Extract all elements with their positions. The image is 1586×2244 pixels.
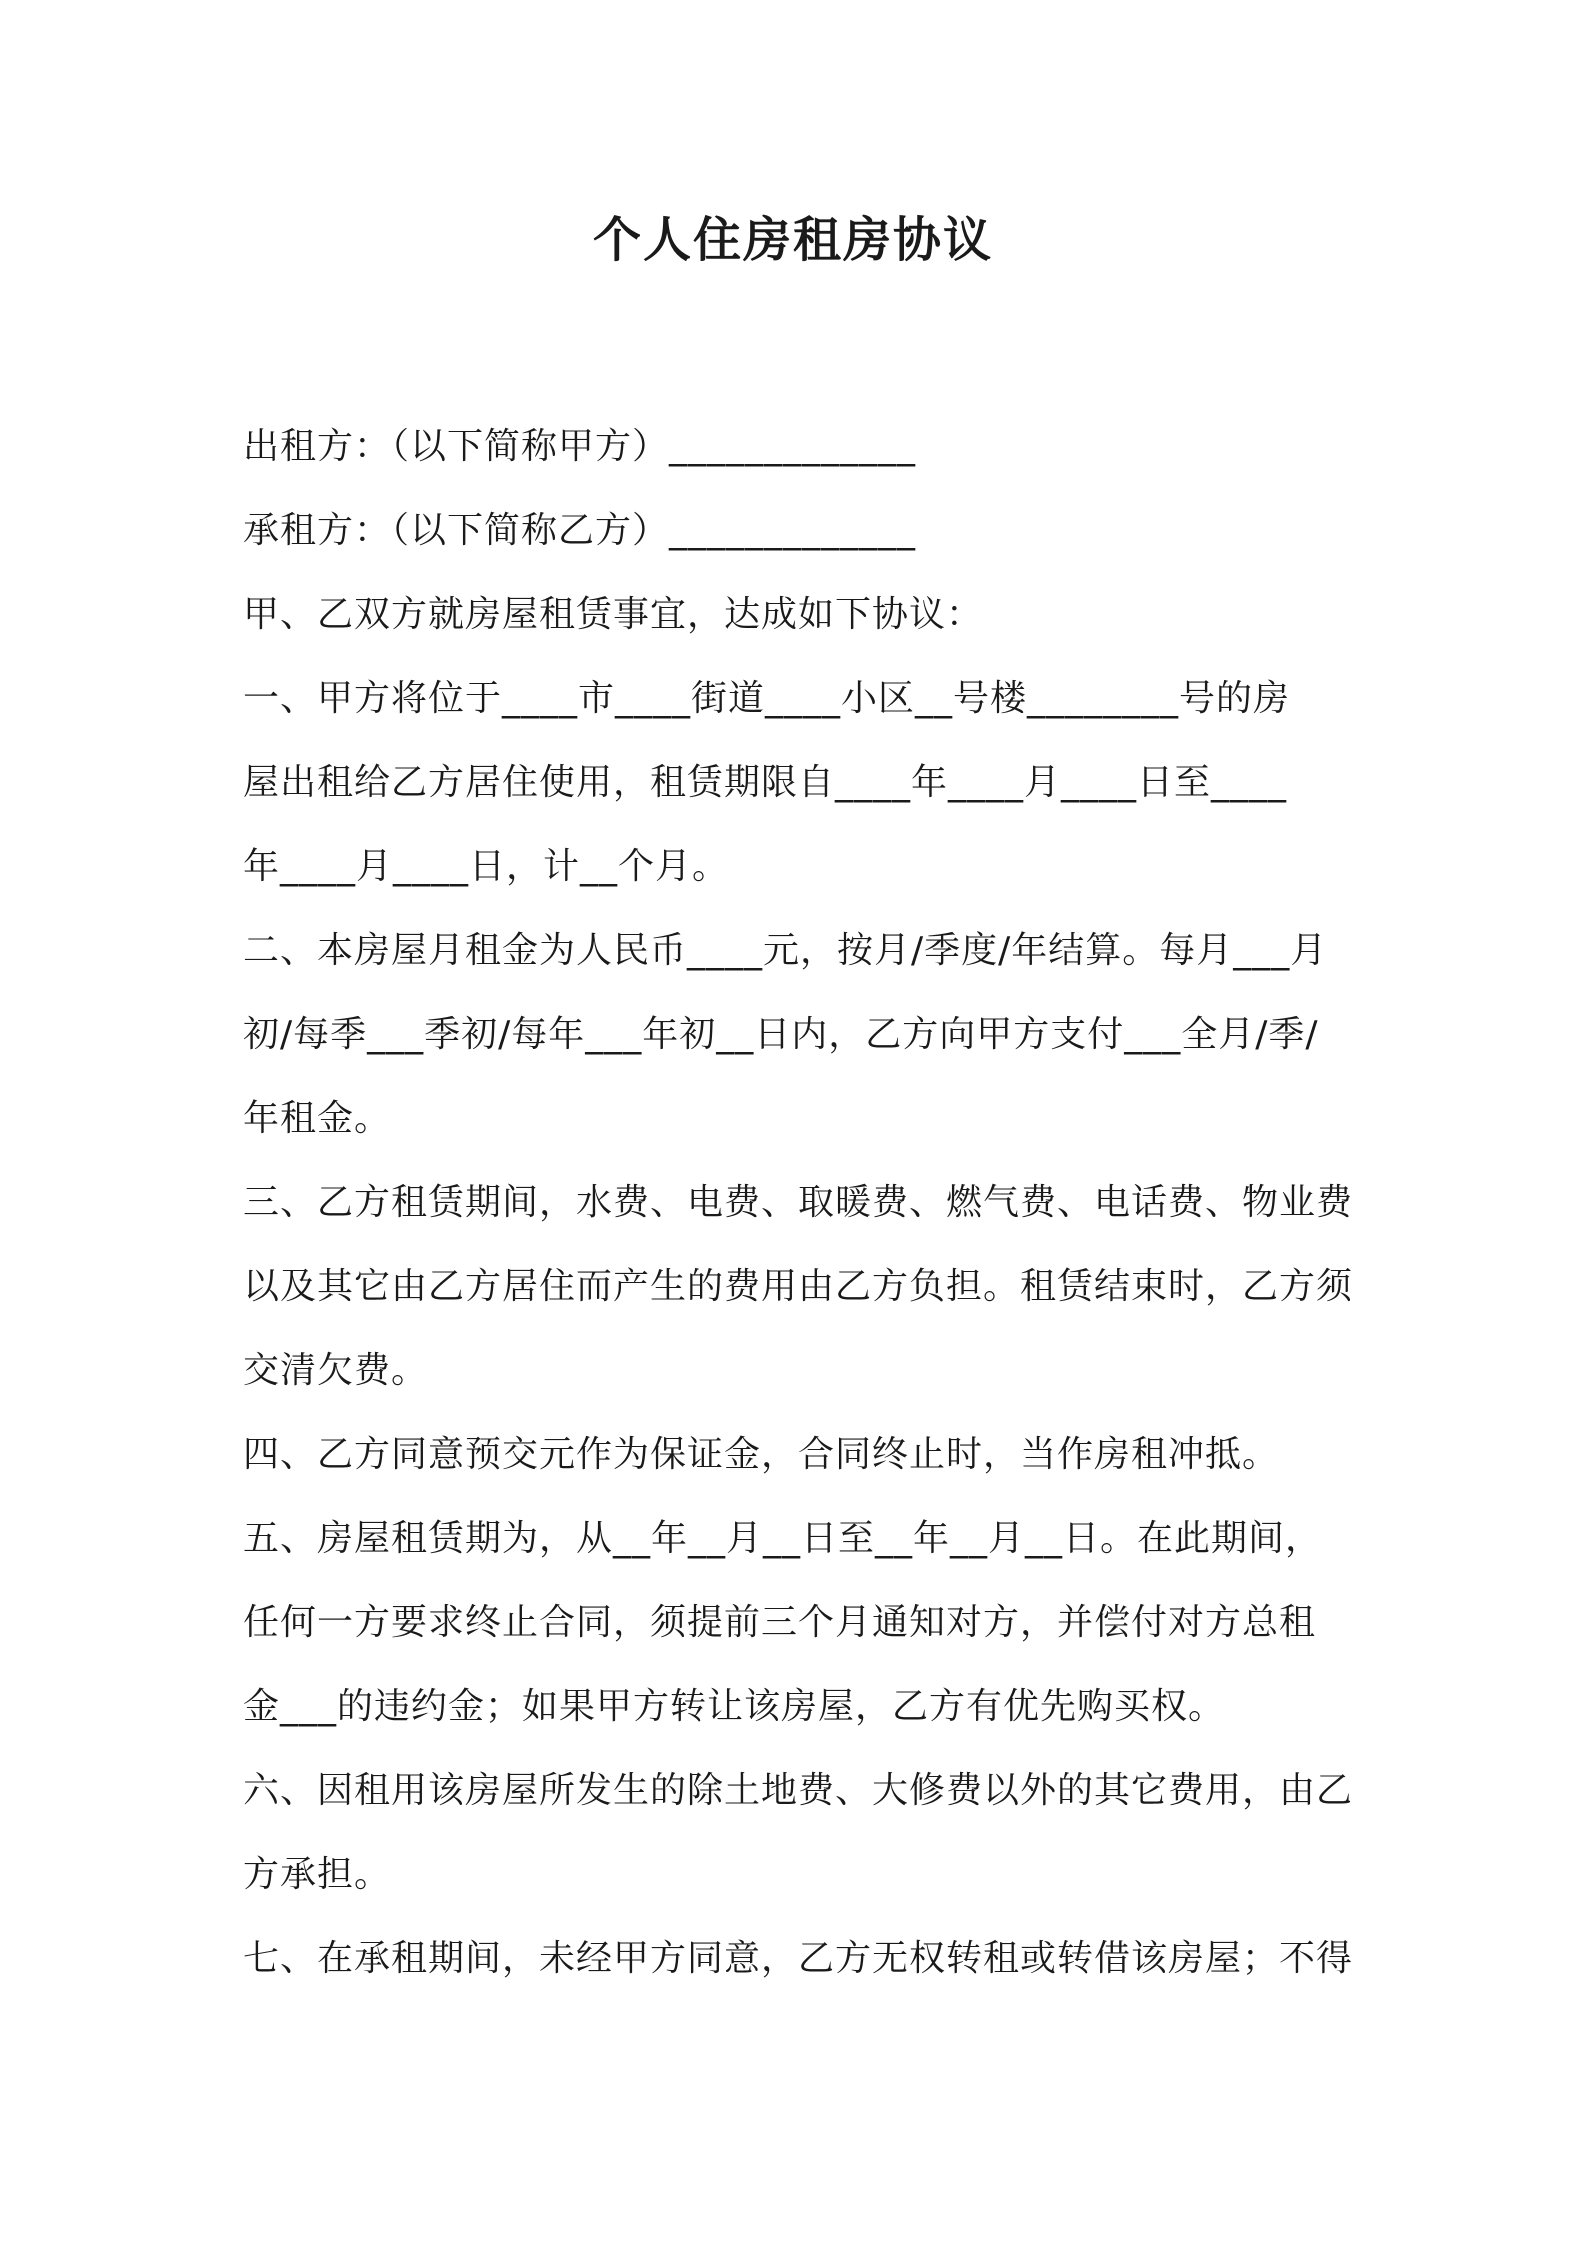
- clause-2-line-3: 年租金。: [243, 1098, 392, 1139]
- lessee-line: 承租方：（以下简称乙方）_____________: [243, 510, 917, 551]
- clause-4-line-1: 四、乙方同意预交元作为保证金，合同终止时，当作房租冲抵。: [243, 1434, 1280, 1475]
- clause-7-line-1: 七、在承租期间，未经甲方同意，乙方无权转租或转借该房屋；不得: [243, 1938, 1354, 1979]
- clause-6-line-1: 六、因租用该房屋所发生的除土地费、大修费以外的其它费用，由乙: [243, 1770, 1354, 1811]
- document-title: 个人住房租房协议: [592, 212, 993, 268]
- clause-6-line-2: 方承担。: [243, 1854, 392, 1895]
- clause-3-line-1: 三、乙方租赁期间，水费、电费、取暖费、燃气费、电话费、物业费: [243, 1182, 1354, 1223]
- document-body: [243, 405, 1353, 2001]
- clause-2-line-2: 初/每季___季初/每年___年初__日内，乙方向甲方支付___全月/季/: [243, 1014, 1319, 1055]
- clause-1-line-1: 一、甲方将位于____市____街道____小区__号楼________号的房: [243, 678, 1291, 719]
- clause-3-line-2: 以及其它由乙方居住而产生的费用由乙方负担。租赁结束时，乙方须: [243, 1266, 1354, 1307]
- clause-1-line-2: 屋出租给乙方居住使用，租赁期限自____年____月____日至____: [243, 762, 1288, 803]
- lessor-line: 出租方：（以下简称甲方）_____________: [243, 426, 917, 467]
- clause-2-line-1: 二、本房屋月租金为人民币____元，按月/季度/年结算。每月___月: [243, 930, 1328, 971]
- clause-5-line-3: 金___的违约金；如果甲方转让该房屋，乙方有优先购买权。: [243, 1686, 1226, 1727]
- clause-1-line-3: 年____月____日，计__个月。: [243, 846, 730, 887]
- clause-5-line-2: 任何一方要求终止合同，须提前三个月通知对方，并偿付对方总租: [243, 1602, 1317, 1643]
- agreement-intro: 甲、乙双方就房屋租赁事宜，达成如下协议：: [243, 594, 984, 635]
- clause-3-line-3: 交清欠费。: [243, 1350, 429, 1391]
- clause-5-line-1: 五、房屋租赁期为，从__年__月__日至__年__月__日。在此期间，: [243, 1518, 1323, 1559]
